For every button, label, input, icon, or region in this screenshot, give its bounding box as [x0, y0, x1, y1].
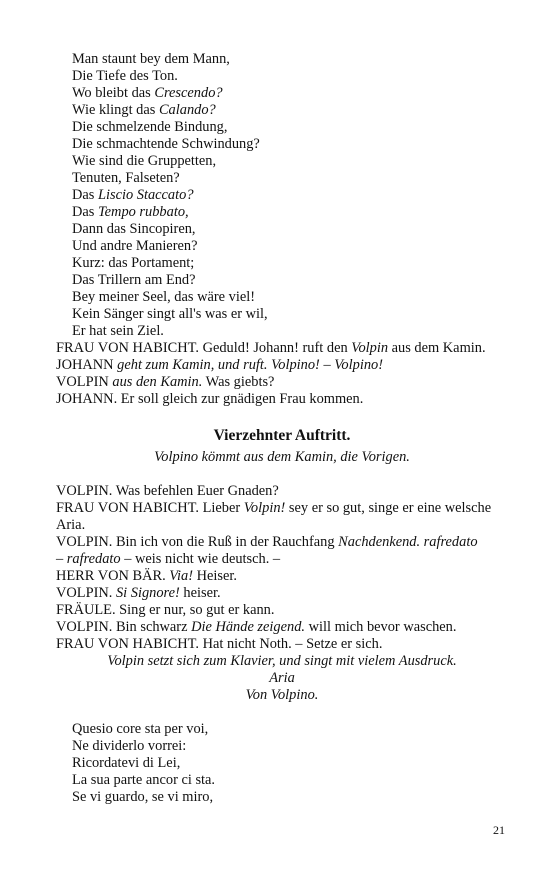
- text-run: Ricordatevi di Lei,: [72, 755, 181, 771]
- text-run: FRAU VON HABICHT. Geduld! Johann! ruft den: [56, 340, 352, 356]
- text-line: [56, 602, 508, 619]
- text-line: [56, 340, 508, 357]
- text-run: Wo bleibt das: [72, 85, 155, 101]
- text-line: [56, 636, 508, 653]
- text-run: Bey meiner Seel, das wäre viel!: [72, 289, 256, 305]
- text-run: VOLPIN.: [56, 585, 116, 601]
- text-line: [72, 789, 508, 806]
- italic-text: Volpin: [351, 340, 389, 356]
- text-run: La sua parte ancor ci sta.: [72, 772, 216, 788]
- text-run: VOLPIN. Bin schwarz: [56, 619, 192, 635]
- text-line: [56, 391, 508, 408]
- text-line: [56, 483, 508, 500]
- text-run: Das Trillern am End?: [72, 272, 196, 288]
- text-line: [72, 323, 508, 340]
- text-run: Wie sind die Gruppetten,: [72, 153, 217, 169]
- text-line: [72, 255, 508, 272]
- text-line: [72, 170, 508, 187]
- text-run: Ne dividerlo vorrei:: [72, 738, 187, 754]
- italic-text: Crescendo?: [154, 85, 223, 101]
- text-line: [56, 568, 508, 585]
- text-line: [56, 585, 508, 602]
- dialogue-block-2: [56, 483, 508, 653]
- text-line: [72, 204, 508, 221]
- italic-text: rafredato: [66, 551, 121, 567]
- text-run: Wie klingt das: [72, 102, 159, 118]
- text-run: Se vi guardo, se vi miro,: [72, 789, 214, 805]
- italic-text: Volpin!: [243, 500, 286, 516]
- text-run: Kurz: das Portament;: [72, 255, 195, 271]
- text-line: [72, 772, 508, 789]
- text-run: sey er so gut, singe er eine welsche: [285, 500, 492, 516]
- text-line: [56, 551, 508, 568]
- text-line: [72, 119, 508, 136]
- text-line: [72, 755, 508, 772]
- text-run: VOLPIN: [56, 374, 113, 390]
- text-run: – weis nicht wie deutsch. –: [120, 551, 281, 567]
- text-line: [72, 738, 508, 755]
- text-run: Das: [72, 187, 98, 203]
- text-run: aus dem Kamin.: [388, 340, 486, 356]
- text-run: Man staunt bey dem Mann,: [72, 51, 230, 67]
- text-run: FRÄULE. Sing er nur, so gut er kann.: [56, 602, 275, 618]
- text-line: [56, 374, 508, 391]
- text-run: VOLPIN. Was befehlen Euer Gnaden?: [56, 483, 279, 499]
- text-line: [72, 221, 508, 238]
- text-line: [72, 68, 508, 85]
- text-line: [72, 153, 508, 170]
- text-line: [72, 721, 508, 738]
- scene-stage-direction: Volpino kömmt aus dem Kamin, die Vorigen.: [154, 449, 410, 465]
- text-line: [72, 238, 508, 255]
- text-run: FRAU VON HABICHT. Hat nicht Noth. – Setze er sich.: [56, 636, 383, 652]
- text-run: JOHANN: [56, 357, 118, 373]
- italic-text: Calando?: [158, 102, 216, 118]
- italic-text: Liscio Staccato?: [97, 187, 194, 203]
- text-run: will mich bevor waschen.: [305, 619, 457, 635]
- verse-block-2: [56, 721, 508, 806]
- italic-text: Si Signore!: [115, 585, 180, 601]
- dialogue-block-1: [56, 340, 508, 408]
- text-run: heiser.: [179, 585, 221, 601]
- stage-direction-line: Volpin setzt sich zum Klavier, und singt mit vielem Ausdruck.: [107, 653, 457, 669]
- page-body: [56, 51, 508, 806]
- text-run: Und andre Manieren?: [72, 238, 198, 254]
- italic-text: aus den Kamin.: [112, 374, 203, 390]
- text-run: –: [56, 551, 67, 567]
- text-line: [72, 272, 508, 289]
- italic-text: Die Hände zeigend.: [191, 619, 305, 635]
- text-line: [72, 85, 508, 102]
- text-line: [56, 619, 508, 636]
- spacer: [56, 466, 508, 483]
- text-line: [56, 534, 508, 551]
- text-run: Was giebts?: [202, 374, 275, 390]
- italic-text: Nachdenkend. rafredato: [338, 534, 478, 550]
- italic-text: geht zum Kamin, und ruft. Volpino! – Volpino!: [117, 357, 383, 373]
- text-line: [56, 517, 508, 534]
- aria-attribution: Von Volpino.: [245, 687, 319, 703]
- text-run: HERR VON BÄR.: [56, 568, 170, 584]
- text-run: Die Tiefe des Ton.: [72, 68, 178, 84]
- text-run: Tenuten, Falseten?: [72, 170, 180, 186]
- text-line: [72, 102, 508, 119]
- spacer: [56, 704, 508, 721]
- text-run: FRAU VON HABICHT. Lieber: [56, 500, 244, 516]
- text-run: Die schmelzende Bindung,: [72, 119, 228, 135]
- verse-block-1: [56, 51, 508, 340]
- text-line: [72, 306, 508, 323]
- text-line: [72, 51, 508, 68]
- aria-label: Aria: [269, 670, 295, 686]
- text-line: [56, 500, 508, 517]
- italic-text: Via!: [169, 568, 193, 584]
- text-run: JOHANN. Er soll gleich zur gnädigen Frau kommen.: [56, 391, 364, 407]
- text-line: [72, 136, 508, 153]
- text-run: Das: [72, 204, 98, 220]
- text-line: [72, 187, 508, 204]
- text-line: [72, 289, 508, 306]
- text-line: [56, 357, 508, 374]
- text-run: VOLPIN. Bin ich von die Ruß in der Rauchfang: [56, 534, 339, 550]
- italic-text: Tempo rubbato,: [97, 204, 189, 220]
- scene-heading: Vierzehnter Auftritt.: [213, 427, 351, 444]
- page-number: 21: [493, 823, 505, 837]
- text-run: Kein Sänger singt all's was er wil,: [72, 306, 268, 322]
- text-run: Aria.: [56, 517, 86, 533]
- text-run: Quesio core sta per voi,: [72, 721, 209, 737]
- text-run: Dann das Sincopiren,: [72, 221, 196, 237]
- text-run: Heiser.: [193, 568, 237, 584]
- text-run: Er hat sein Ziel.: [72, 323, 164, 339]
- text-run: Die schmachtende Schwindung?: [72, 136, 260, 152]
